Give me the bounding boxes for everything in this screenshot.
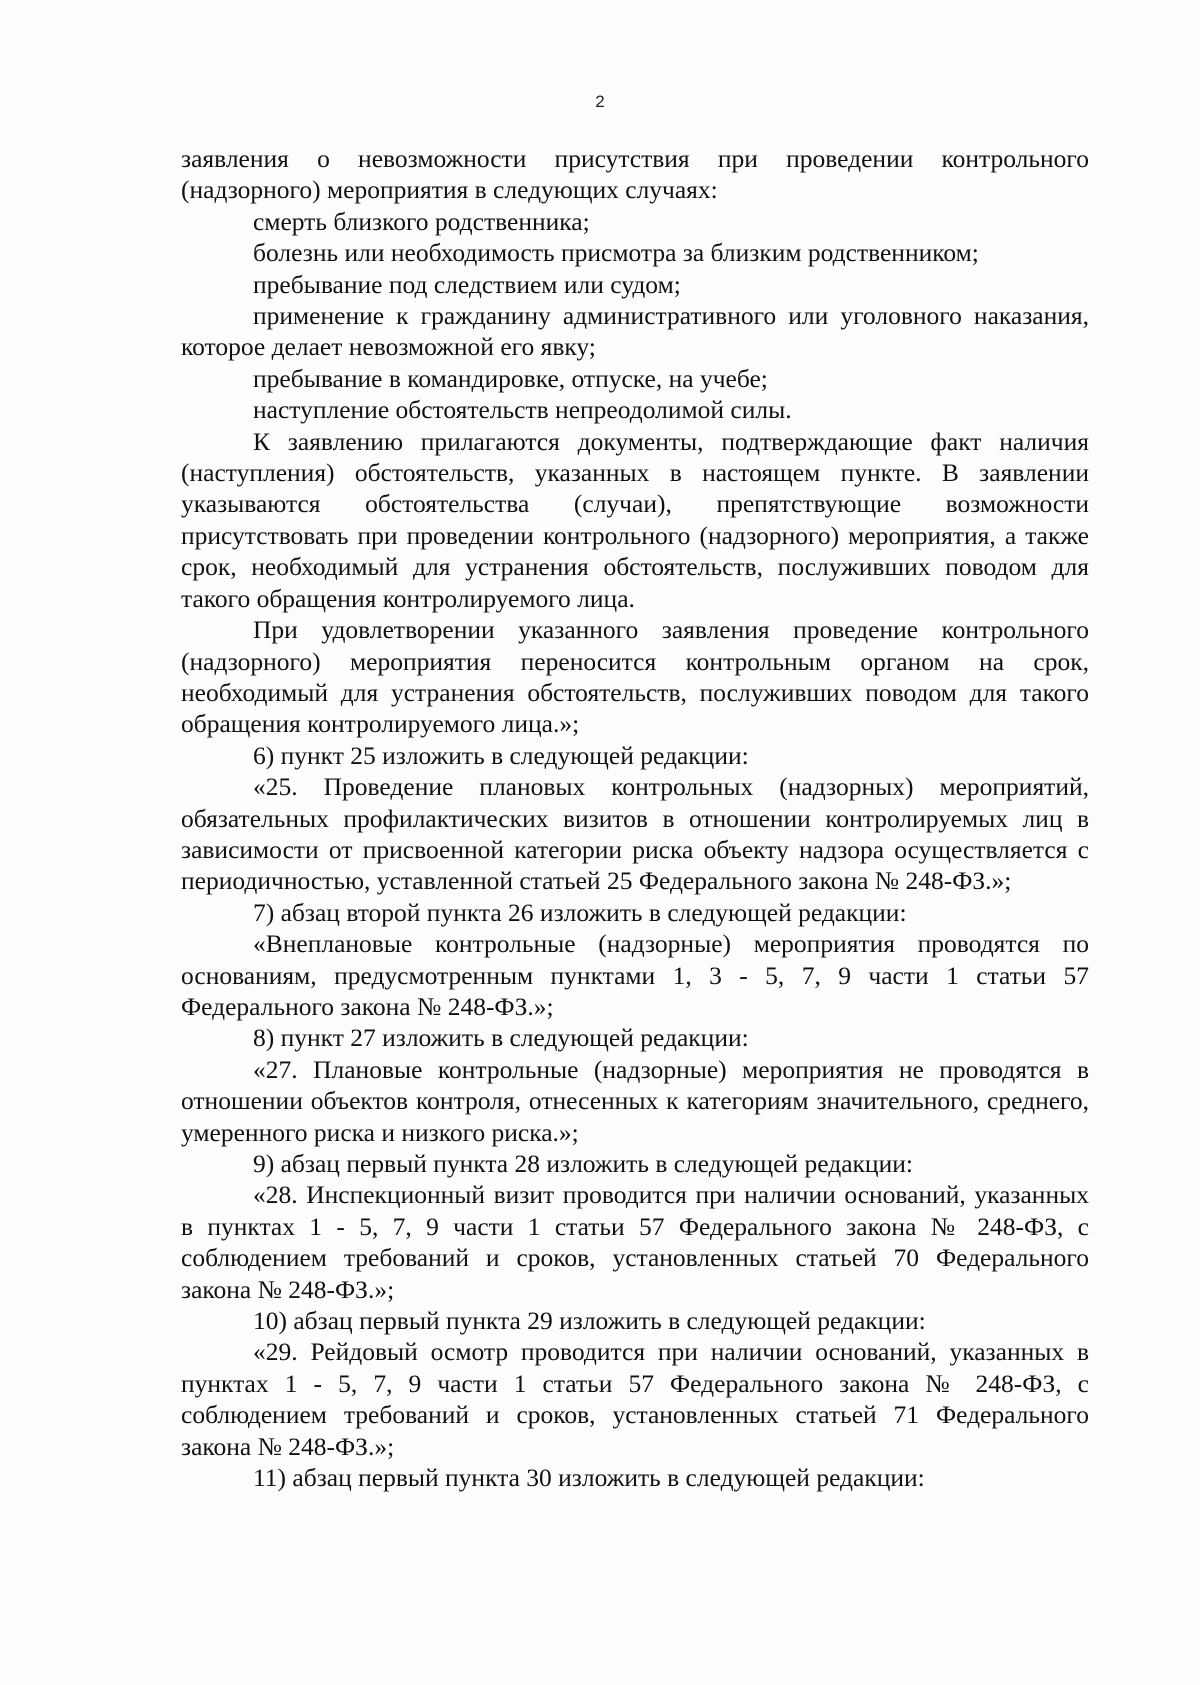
paragraph: 9) абзац первый пункта 28 изложить в следующей редакции: — [253, 1149, 913, 1178]
paragraph: «27. Плановые контрольные (надзорные) мероприятия не проводятся в отношении объектов контроля, отнесенных к категориям значительного, среднего, умеренного риска и низкого риска.»; — [181, 1054, 1089, 1147]
paragraph: К заявлению прилагаются документы, подтверждающие факт наличия (наступления) обстоятельств, указанных в настоящем пункте. В заявлении указываются обстоятельства (случаи), препятствующие возможности присутствовать при проведении контрольного (надзорного) мероприятия, а также срок, необходимый для устранения обстоятельств, послуживших поводом для такого обращения контролируемого лица. — [181, 426, 1089, 613]
paragraph: 6) пункт 25 изложить в следующей редакции: — [253, 740, 749, 770]
paragraph: При удовлетворении указанного заявления проведение контрольного (надзорного) мероприятия переносится контрольным органом на срок, необходимый для устранения обстоятельств, послуживших поводом для такого обращения контролируемого лица.»; — [181, 615, 1089, 739]
paragraph: наступление обстоятельств непреодолимой силы. — [253, 395, 792, 425]
page-number: 2 — [595, 92, 605, 111]
paragraph: «25. Проведение плановых контрольных (надзорных) мероприятий, обязательных профилактических визитов в отношении контролируемых лиц в зависимости от присвоенной категории риска объекту надзора осуществляется с периодичностью, уставленной статьей 25 Федерального закона № 248-ФЗ.»; — [181, 772, 1089, 896]
paragraph: «29. Рейдовый осмотр проводится при наличии оснований, указанных в пунктах 1 - 5, 7, 9 части 1 статьи 57 Федерального закона № 248-ФЗ, с соблюдением требований и сроков, установленных статьей 71 Федерального закона № 248-ФЗ.»; — [181, 1337, 1089, 1461]
paragraph: пребывание в командировке, отпуске, на учебе; — [253, 363, 768, 393]
paragraph: 7) абзац второй пункта 26 изложить в следующей редакции: — [253, 897, 907, 927]
paragraph: «28. Инспекционный визит проводится при наличии оснований, указанных в пунктах 1 - 5, 7, 9 части 1 статьи 57 Федерального закона № 248-ФЗ, с соблюдением требований и сроков, установленных статьей 70 Федерального закона № 248-ФЗ.»; — [181, 1180, 1089, 1304]
paragraph: 11) абзац первый пункта 30 изложить в следующей редакции: — [253, 1463, 925, 1493]
paragraph: смерть близкого родственника; — [253, 206, 590, 236]
document-body — [181, 143, 1089, 1493]
paragraph: 8) пункт 27 изложить в следующей редакции: — [253, 1023, 749, 1053]
paragraph: пребывание под следствием или судом; — [253, 269, 681, 299]
paragraph: «Внеплановые контрольные (надзорные) мероприятия проводятся по основаниям, предусмотренным пунктами 1, 3 - 5, 7, 9 части 1 статьи 57 Федерального закона № 248-ФЗ.»; — [181, 929, 1089, 1021]
paragraph: 10) абзац первый пункта 29 изложить в следующей редакции: — [253, 1306, 926, 1336]
paragraph: болезнь или необходимость присмотра за близким родственником; — [253, 238, 979, 268]
paragraph: заявления о невозможности присутствия при проведении контрольного (надзорного) мероприятия в следующих случаях: — [181, 144, 1089, 205]
paragraph: применение к гражданину административного или уголовного наказания, которое делает невозможной его явку; — [181, 301, 1089, 362]
